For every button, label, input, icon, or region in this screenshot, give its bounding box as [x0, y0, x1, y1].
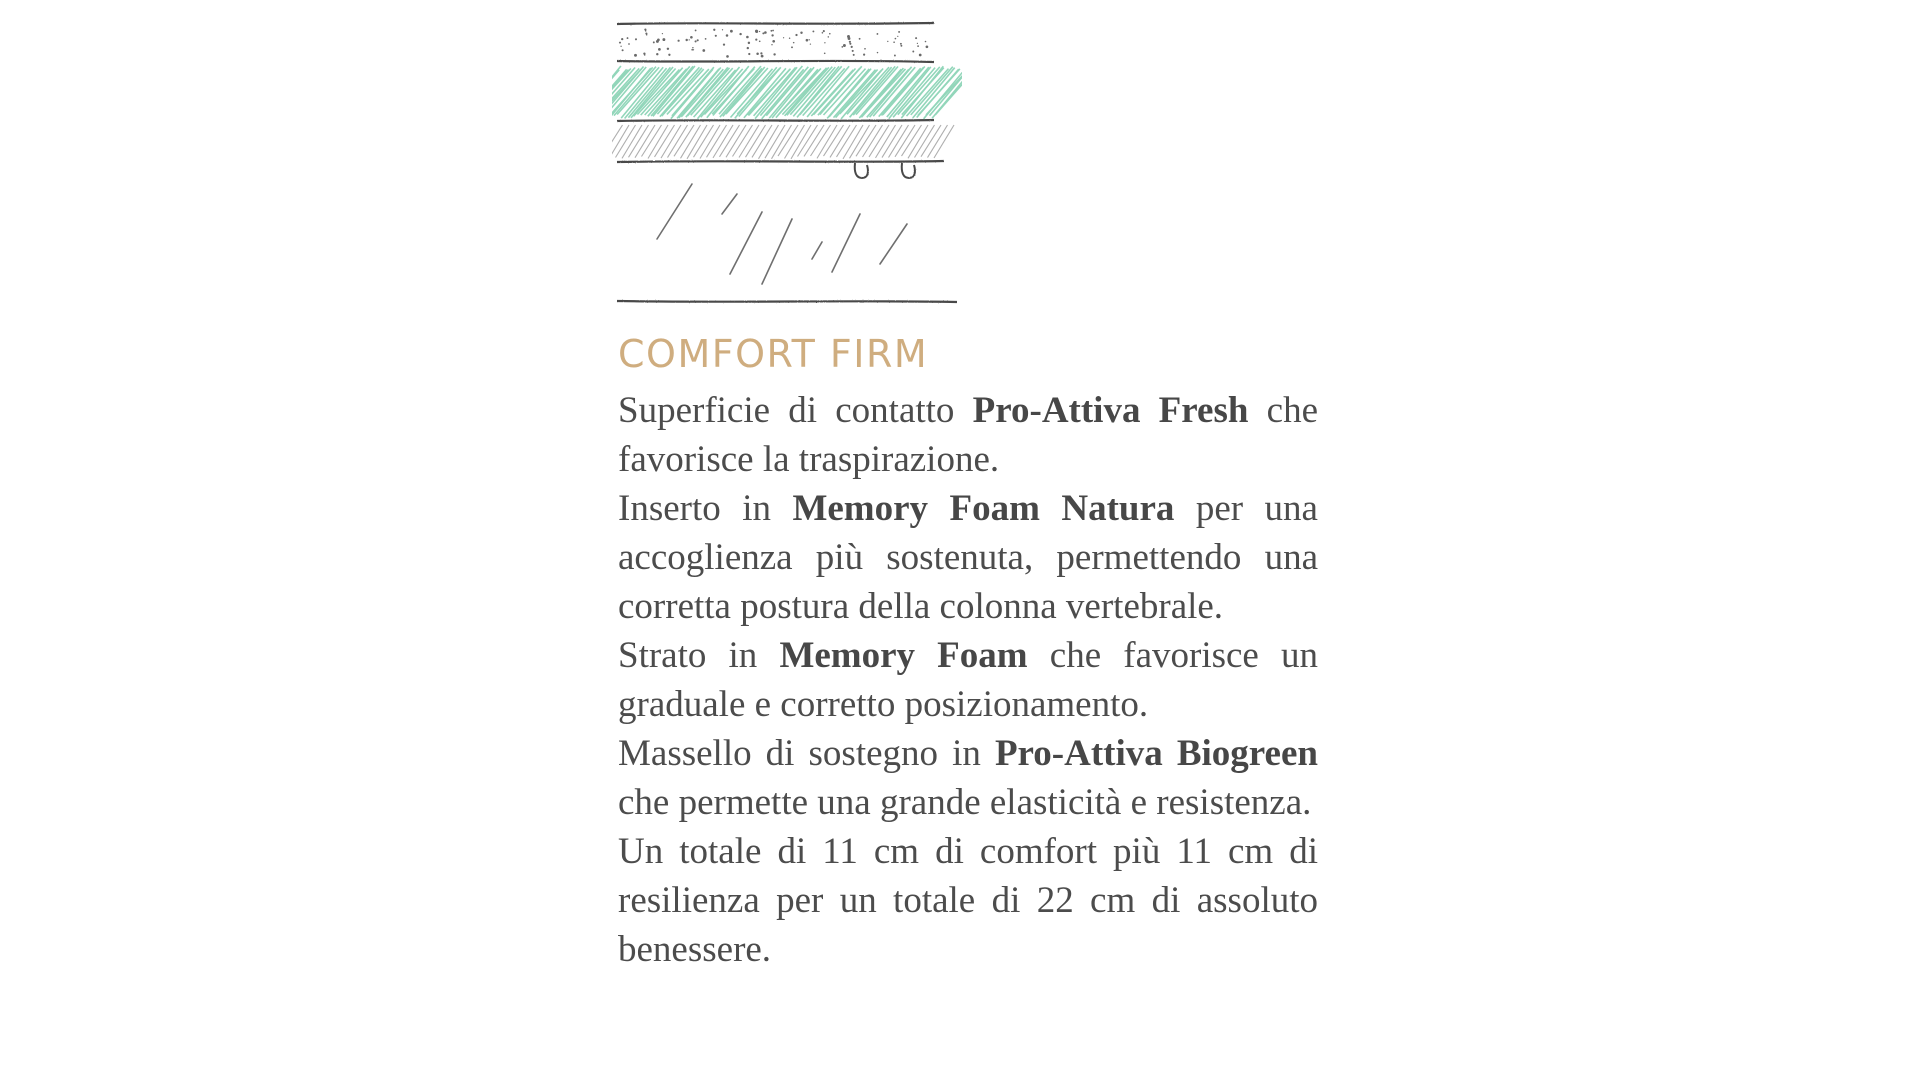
paragraph-highlight: Memory Foam Natura: [792, 488, 1175, 529]
paragraph-insert: [618, 484, 1318, 631]
paragraph-tail: che favorisce un graduale e corretto posizionamento.: [618, 635, 1318, 725]
mattress-layers-cross-section-icon: [612, 14, 962, 314]
product-description: [618, 330, 1318, 974]
paragraph-highlight: Memory Foam: [779, 635, 1028, 676]
paragraph-lead: Un totale di 11 cm di comfort più 11 cm di resilienza per un totale di 22 cm di assoluto benessere.: [618, 831, 1318, 970]
memory-foam-natura-green-layer: [612, 66, 962, 119]
paragraph-tail: per una accoglienza più sostenuta, permettendo una corretta postura della colonna vertebrale.: [618, 488, 1318, 627]
paragraph-highlight: Pro-Attiva Fresh: [972, 390, 1249, 431]
paragraph-total: [618, 827, 1318, 974]
memory-foam-hatched-layer: [612, 125, 954, 159]
paragraph-tail: che favorisce la traspirazione.: [618, 390, 1318, 480]
paragraph-support-block: [618, 729, 1318, 827]
layer-separator-lines: [617, 23, 957, 302]
connector-hooks: [855, 163, 915, 178]
contact-surface-dotted-layer: [619, 29, 928, 58]
biogreen-base-layer: [657, 184, 907, 284]
paragraph-lead: Inserto in: [618, 488, 793, 529]
paragraph-highlight: Pro-Attiva Biogreen: [994, 733, 1318, 774]
paragraph-layer: [618, 631, 1318, 729]
paragraph-contact-surface: [618, 386, 1318, 484]
paragraph-lead: Strato in: [618, 635, 780, 676]
product-title: COMFORT FIRM: [618, 332, 929, 376]
paragraph-tail: che permette una grande elasticità e resistenza.: [618, 782, 1312, 823]
paragraph-lead: Massello di sostegno in: [618, 733, 995, 774]
paragraph-lead: Superficie di contatto: [618, 390, 973, 431]
